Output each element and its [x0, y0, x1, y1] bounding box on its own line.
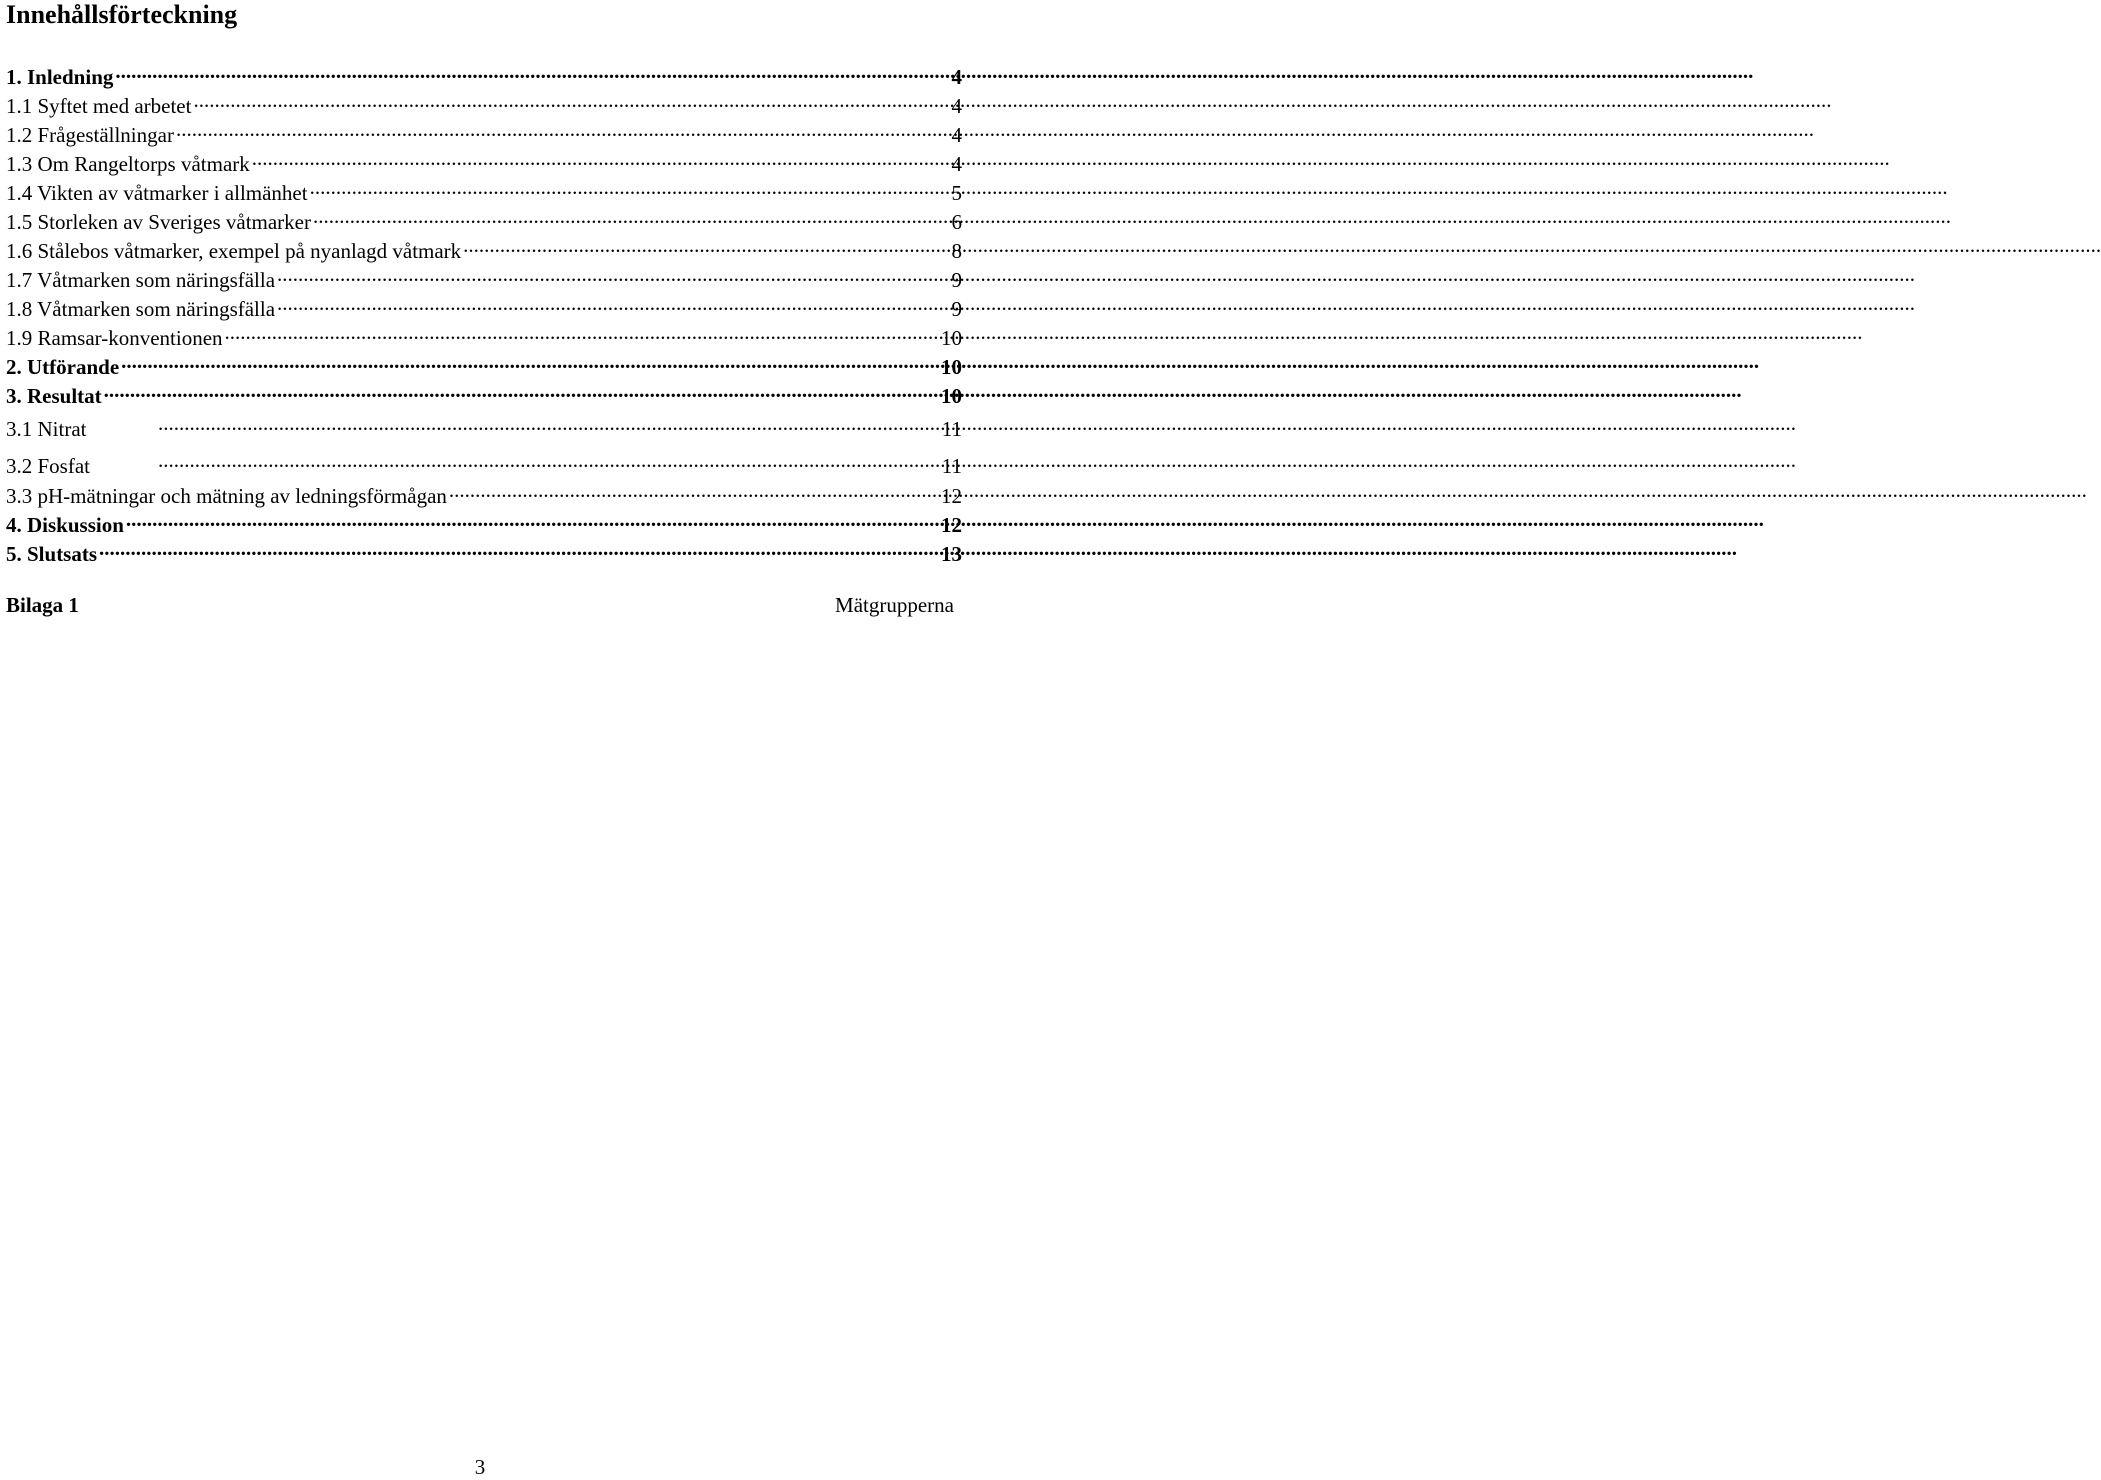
- toc-entry-ramsar[interactable]: [6, 319, 962, 350]
- toc-entry-page: 6: [951, 210, 962, 234]
- toc-leader-dots: [275, 261, 950, 287]
- toc-leader-dots: [275, 290, 950, 316]
- toc-leader-dots: [447, 477, 940, 503]
- toc-leader-dots: [461, 232, 950, 258]
- toc-entry-label: 3.2 Fosfat: [6, 454, 90, 478]
- toc-entry-storleken[interactable]: [6, 203, 962, 234]
- toc-leader-dots: [156, 410, 941, 436]
- toc-entry-label: 3.3 pH-mätningar och mätning av ledningsförmågan: [6, 484, 447, 508]
- appendix-title: Mätgrupperna: [835, 593, 954, 617]
- toc-entry-page: 10: [941, 326, 962, 350]
- toc-entry-page: 12: [941, 484, 962, 508]
- toc-entry-page: 4: [951, 123, 962, 147]
- toc-entry-label: 2. Utförande: [6, 355, 120, 379]
- toc-entry-page: 9: [951, 297, 962, 321]
- page-number: 3: [474, 1455, 486, 1479]
- toc-leader-dots: [113, 58, 950, 84]
- toc-entry-inledning[interactable]: [6, 58, 962, 89]
- toc-entry-label: 3. Resultat: [6, 384, 102, 408]
- toc-entry-page: 9: [951, 268, 962, 292]
- toc-entry-label: 4. Diskussion: [6, 513, 124, 537]
- toc-leader-dots: [97, 535, 940, 561]
- toc-leader-dots: [119, 348, 940, 374]
- toc-entry-label: 1.1 Syftet med arbetet: [6, 94, 192, 118]
- toc-leader-dots: [156, 447, 941, 473]
- toc-entry-page: 4: [951, 152, 962, 176]
- appendix-entry[interactable]: [6, 592, 954, 618]
- toc-entry-label: 1.5 Storleken av Sveriges våtmarker: [6, 210, 311, 234]
- toc-entry-label: 1.4 Vikten av våtmarker i allmänhet: [6, 181, 308, 205]
- toc-entry-rangeltorp[interactable]: [6, 145, 962, 176]
- toc-leader-dots: [174, 116, 951, 142]
- toc-entry-vikten[interactable]: [6, 174, 962, 205]
- toc-entry-page: 10: [941, 384, 962, 408]
- toc-entry-resultat[interactable]: [6, 377, 962, 408]
- toc-entry-page: 11: [941, 417, 962, 441]
- toc-entry-naringsfalla-2[interactable]: [6, 290, 962, 321]
- toc-entry-page: 8: [951, 239, 962, 263]
- toc-entry-label: 3.1 Nitrat: [6, 417, 87, 441]
- toc-entry-stalebo[interactable]: [6, 232, 962, 263]
- toc-leader-dots: [124, 506, 940, 532]
- toc-entry-fragestallningar[interactable]: [6, 116, 962, 147]
- toc-entry-label: 1.8 Våtmarken som näringsfälla: [6, 297, 276, 321]
- toc-leader-dots: [308, 174, 951, 200]
- toc-entry-naringsfalla-1[interactable]: [6, 261, 962, 292]
- toc-leader-dots: [250, 145, 951, 171]
- toc-entry-page: 10: [941, 355, 962, 379]
- appendix-label: Bilaga 1: [6, 593, 79, 617]
- toc-entry-page: 11: [941, 454, 962, 478]
- toc-entry-page: 13: [941, 542, 962, 566]
- toc-entry-label: 1. Inledning: [6, 65, 114, 89]
- toc-entry-label: 5. Slutsats: [6, 542, 98, 566]
- toc-entry-label: 1.9 Ramsar-konventionen: [6, 326, 223, 350]
- toc-entry-label: 1.2 Frågeställningar: [6, 123, 174, 147]
- toc-entry-page: 4: [951, 65, 962, 89]
- toc-entry-slutsats[interactable]: [6, 535, 962, 566]
- toc-entry-page: 12: [941, 513, 962, 537]
- toc-entry-diskussion[interactable]: [6, 506, 962, 537]
- toc-title: Innehållsförteckning: [6, 0, 238, 29]
- toc-entry-page: 5: [951, 181, 962, 205]
- toc-leader-dots: [223, 319, 940, 345]
- toc-leader-dots: [311, 203, 951, 229]
- toc-entry-label: 1.7 Våtmarken som näringsfälla: [6, 268, 276, 292]
- toc-leader-dots: [191, 87, 950, 113]
- toc-entry-page: 4: [951, 94, 962, 118]
- toc-entry-nitrat[interactable]: [6, 410, 962, 441]
- toc-entry-utforande[interactable]: [6, 348, 962, 379]
- toc-entry-label: 1.3 Om Rangeltorps våtmark: [6, 152, 250, 176]
- toc-entry-label: 1.6 Stålebos våtmarker, exempel på nyanlagd våtmark: [6, 239, 462, 263]
- toc-entry-fosfat[interactable]: [6, 447, 962, 478]
- toc-entry-ph-matningar[interactable]: [6, 477, 962, 508]
- toc-entry-syftet[interactable]: [6, 87, 962, 118]
- toc-leader-dots: [102, 377, 940, 403]
